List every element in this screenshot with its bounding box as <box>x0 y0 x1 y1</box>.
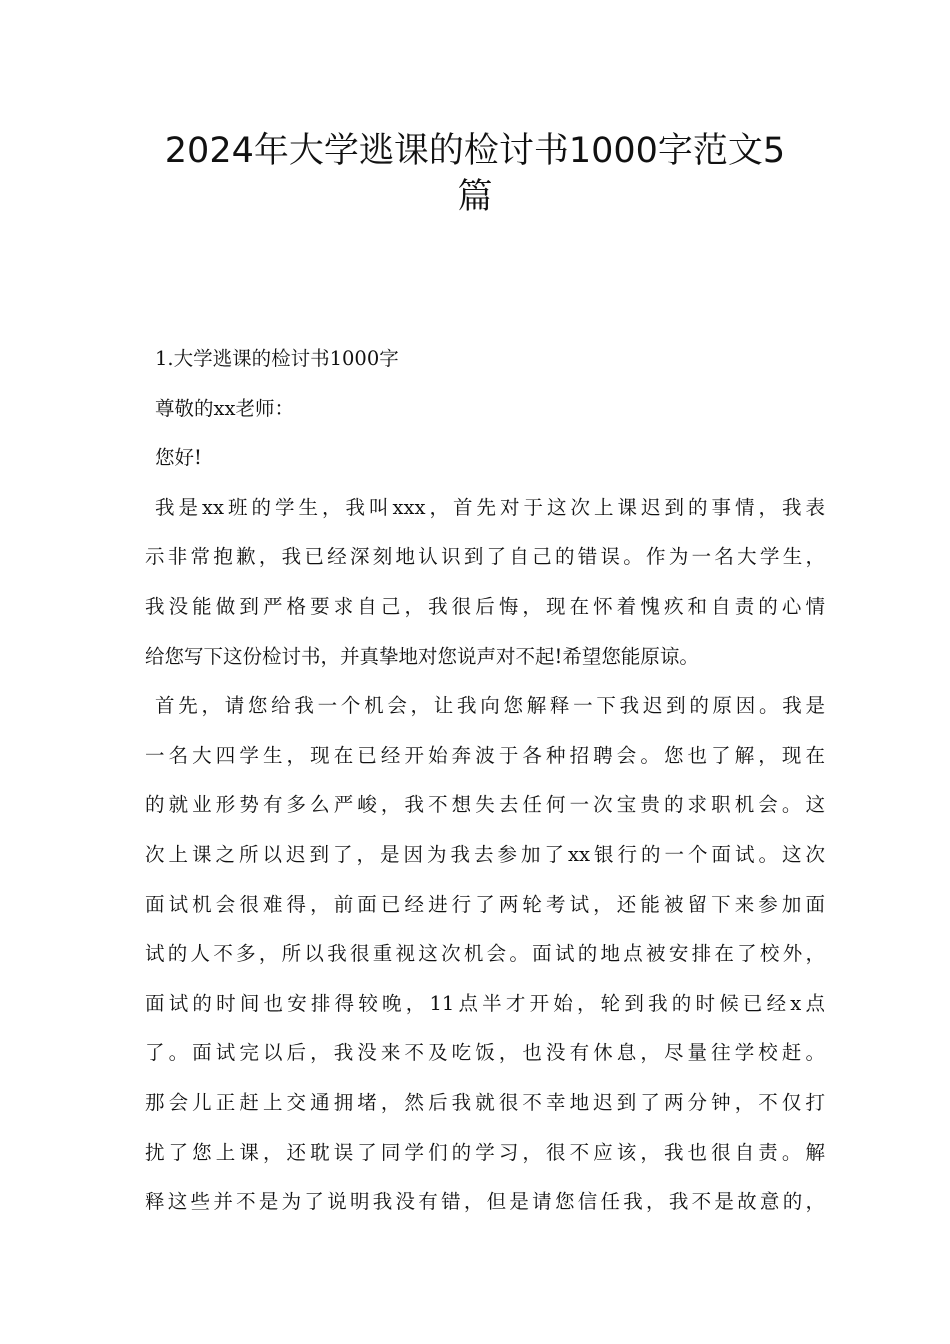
paragraph-2-line-6: 试的人不多，所以我很重视这次机会。面试的地点被安排在了校外， <box>145 942 825 966</box>
title-line-1: 2024年大学逃课的检讨书1000字范文5 <box>164 131 786 171</box>
title-line-2: 篇 <box>457 177 493 217</box>
paragraph-1-line-1: 我是xx班的学生，我叫xxx，首先对于这次上课迟到的事情，我表 <box>155 495 825 519</box>
paragraph-2-line-11: 释这些并不是为了说明我没有错，但是请您信任我，我不是故意的， <box>145 1190 825 1214</box>
paragraph-2-line-7: 面试的时间也安排得较晚，11点半才开始，轮到我的时候已经x点 <box>145 991 825 1015</box>
document-body <box>145 334 825 1227</box>
paragraph-2-line-10: 扰了您上课，还耽误了同学们的学习，很不应该，我也很自责。解 <box>145 1140 825 1164</box>
paragraph-1-line-4: 给您写下这份检讨书，并真挚地对您说声对不起!希望您能原谅。 <box>145 644 699 668</box>
greeting: 您好! <box>155 446 202 470</box>
paragraph-1-line-3: 我没能做到严格要求自己，我很后悔，现在怀着愧疚和自责的心情 <box>145 594 825 618</box>
document-title <box>110 128 840 220</box>
paragraph-2-line-4: 次上课之所以迟到了，是因为我去参加了xx银行的一个面试。这次 <box>145 842 825 866</box>
salutation: 尊敬的xx老师： <box>155 396 294 420</box>
paragraph-2-line-9: 那会儿正赶上交通拥堵，然后我就很不幸地迟到了两分钟，不仅打 <box>145 1090 825 1114</box>
paragraph-2-line-5: 面试机会很难得，前面已经进行了两轮考试，还能被留下来参加面 <box>145 892 825 916</box>
paragraph-2-line-2: 一名大四学生，现在已经开始奔波于各种招聘会。您也了解，现在 <box>145 743 825 767</box>
paragraph-2-line-3: 的就业形势有多么严峻，我不想失去任何一次宝贵的求职机会。这 <box>145 793 825 817</box>
section-heading: 1.大学逃课的检讨书1000字 <box>155 347 399 370</box>
paragraph-2-line-8: 了。面试完以后，我没来不及吃饭，也没有休息，尽量往学校赶。 <box>145 1041 825 1065</box>
paragraph-2-line-1: 首先，请您给我一个机会，让我向您解释一下我迟到的原因。我是 <box>155 694 825 718</box>
paragraph-1-line-2: 示非常抱歉，我已经深刻地认识到了自己的错误。作为一名大学生， <box>145 545 825 569</box>
